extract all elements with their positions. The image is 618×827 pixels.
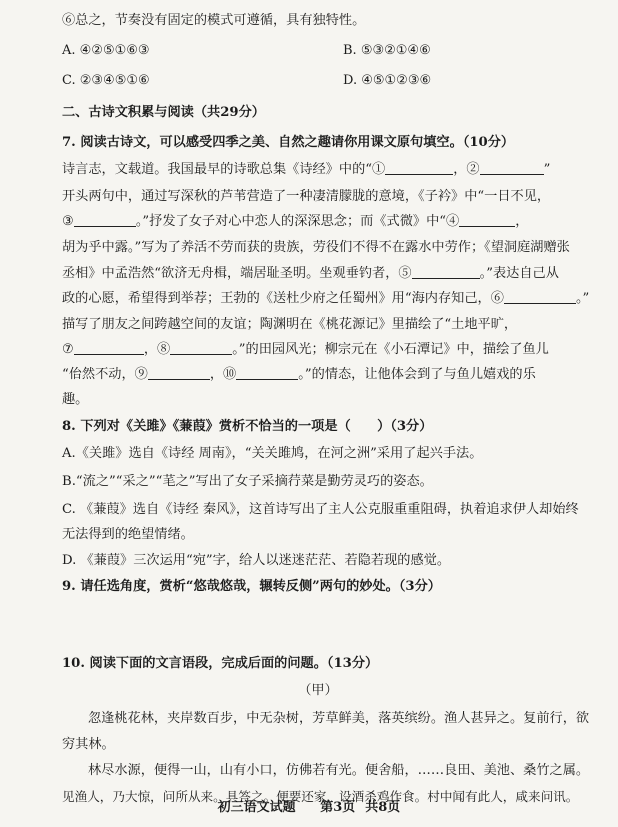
item6-option-a: A. ④②⑤①⑥③ — [62, 43, 150, 58]
q7-line-8: ⑦ ，⑧ 。”的田园风光；柳宗元在《小石潭记》中，描绘了鱼儿 — [62, 342, 549, 357]
q7-line-10: 趣。 — [62, 392, 89, 407]
q10-para2-line1: 林尽水源，便得一山，山有小口，仿佛若有光。便舍船，……良田、美池、桑竹之属。 — [88, 763, 590, 778]
page-footer — [0, 796, 618, 815]
q10-title: 10. 阅读下面的文言语段，完成后面的问题。（13分） — [62, 656, 379, 671]
q7-line-1: 诗言志，文载道。我国最早的诗歌总集《诗经》中的“① ，② ” — [62, 162, 551, 177]
q7-line-9: “佁然不动，⑨ ，⑩ 。”的情态，让他体会到了与鱼儿嬉戏的乐 — [62, 367, 536, 382]
q7-line-3: ③ 。”抒发了女子对心中恋人的深深思念；而《式微》中“④ ， — [62, 214, 529, 229]
section2-title: 二、古诗文积累与阅读（共29分） — [62, 105, 265, 120]
footer-total: 共8页 — [365, 800, 401, 815]
item6-option-d: D. ④⑤①②③⑥ — [343, 73, 432, 88]
item6-option-c: C. ②③④⑤①⑥ — [62, 73, 150, 88]
q8-option-b: B.“流之”“采之”“芼之”写出了女子采摘荇菜是勤劳灵巧的姿态。 — [62, 474, 433, 489]
q10-para1-line2: 穷其林。 — [62, 737, 115, 752]
q7-line-5: 丞相》中孟浩然“欲济无舟楫，端居耻圣明。坐观垂钓者，⑤ 。”表达自己从 — [62, 266, 559, 281]
q8-option-c: C. 《蒹葭》选自《诗经 秦风》，这首诗写出了主人公克服重重阻碍，执着追求伊人却始终 — [62, 502, 579, 517]
q7-title: 7. 阅读古诗文，可以感受四季之美、自然之趣请你用课文原句填空。（10分） — [62, 135, 515, 150]
q7-line-4: 胡为乎中露。”写为了养活不劳而获的贵族，劳役们不得不在露水中劳作；《望洞庭湖赠张 — [62, 240, 570, 255]
footer-page: 第3页 — [320, 800, 356, 815]
q8-option-a: A.《关雎》选自《诗经 周南》，“关关雎鸠，在河之洲”采用了起兴手法。 — [62, 446, 483, 461]
q7-line-7: 描写了朋友之间跨越空间的友谊；陶渊明在《桃花源记》里描绘了“土地平旷， — [62, 317, 518, 332]
q8-option-c-cont: 无法得到的绝望情绪。 — [62, 527, 194, 542]
q9-title: 9. 请任选角度，赏析“悠哉悠哉，辗转反侧”两句的妙处。（3分） — [62, 579, 441, 594]
item6-option-b: B. ⑤③②①④⑥ — [343, 43, 431, 58]
q7-line-6: 政的心愿，希望得到举荐；王勃的《送杜少府之任蜀州》用“海内存知己，⑥ 。” — [62, 291, 590, 306]
q8-title: 8. 下列对《关雎》《蒹葭》赏析不恰当的一项是（ ）（3分） — [62, 419, 433, 434]
q10-para2-line2: 见渔人，乃大惊，问所从来。具答之。便要还家，设酒杀鸡作食。村中闻有此人，咸来问讯。 — [62, 789, 579, 804]
q10-para1-line1: 忽逢桃花林，夹岸数百步，中无杂树，芳草鲜美，落英缤纷。渔人甚异之。复前行，欲 — [88, 711, 590, 726]
q8-option-d: D. 《蒹葭》三次运用“宛”字，给人以迷迷茫茫、若隐若现的感觉。 — [62, 553, 451, 568]
footer-subject: 初三语文试题 — [217, 800, 296, 815]
q7-line-2: 开头两句中，通过写深秋的芦苇营造了一种凄清朦胧的意境，《子衿》中“一日不见， — [62, 189, 551, 204]
item6-text: ⑥总之，节奏没有固定的模式可遵循，具有独特性。 — [62, 13, 366, 28]
q10-subtitle: （甲） — [298, 683, 338, 698]
